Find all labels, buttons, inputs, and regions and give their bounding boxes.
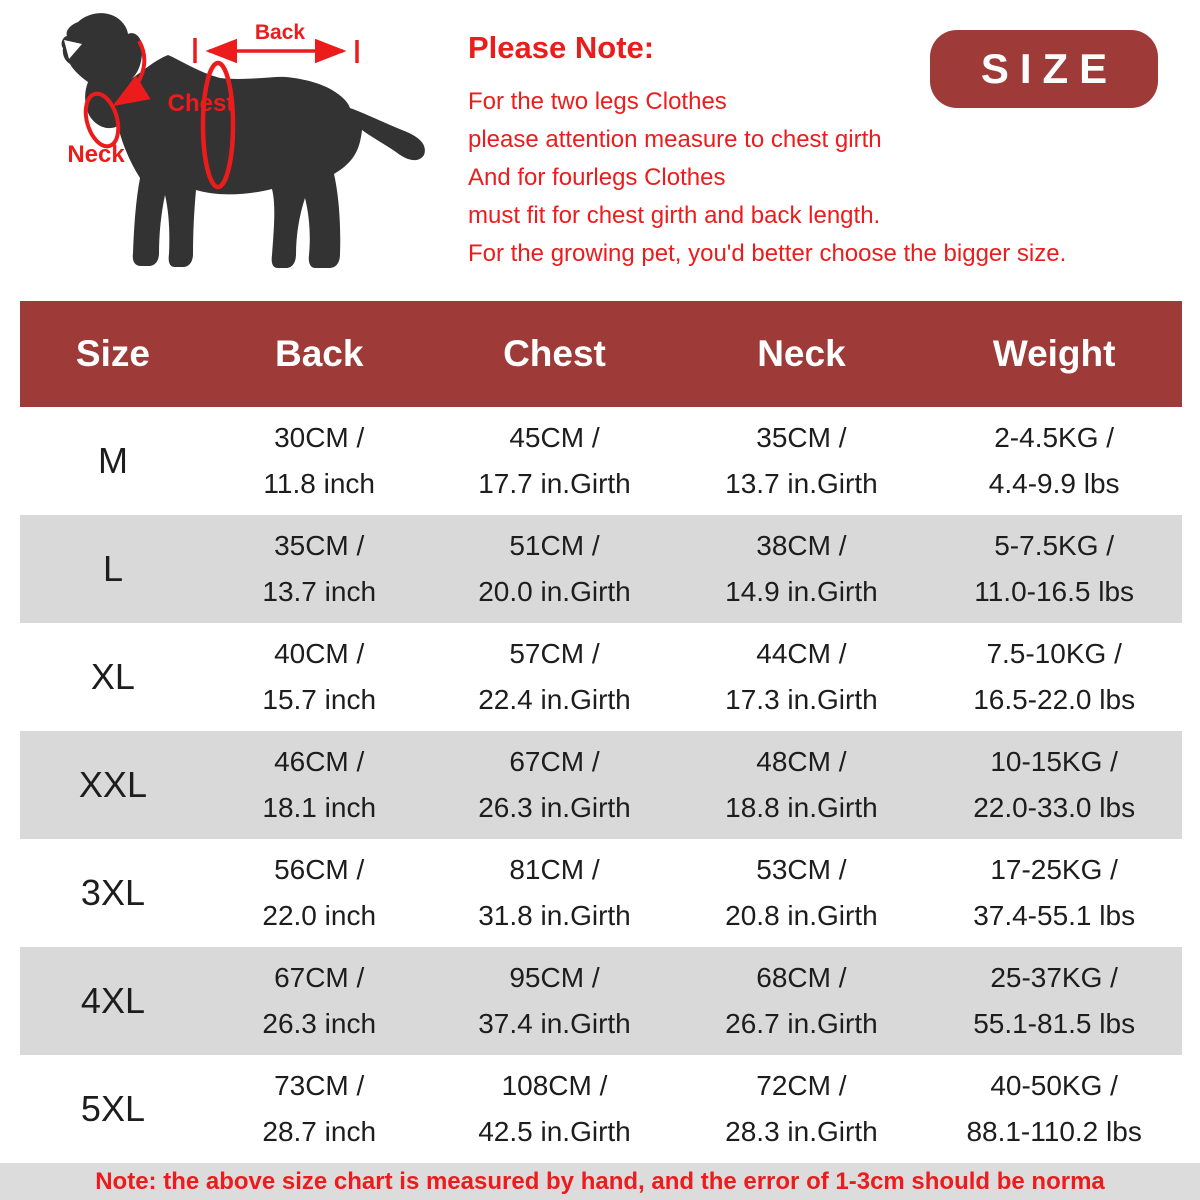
size-label: XXL	[78, 764, 147, 805]
cell-line: 13.7 inch	[262, 576, 377, 607]
cell-line: 37.4 in.Girth	[478, 1008, 631, 1039]
header-back: Back	[274, 333, 364, 374]
footer-note: Note: the above size chart is measured by hand, and the error of 1-3cm should be norma	[95, 1167, 1105, 1195]
neck-cell	[677, 523, 927, 615]
header-neck: Neck	[757, 333, 846, 374]
cell-line: 17-25KG /	[990, 854, 1118, 885]
size-cell	[20, 1088, 206, 1130]
cell-line: 55.1-81.5 lbs	[973, 1008, 1136, 1039]
cell-line: 25-37KG /	[990, 962, 1118, 993]
chest-cell	[432, 955, 676, 1047]
chest-label: Chest	[167, 90, 235, 117]
header-size: Size	[75, 333, 150, 374]
size-label: L	[102, 548, 123, 589]
cell-line: 95CM /	[509, 962, 600, 993]
cell-line: 18.1 inch	[262, 792, 377, 823]
cell-line: 51CM /	[509, 530, 600, 561]
cell-line: 48CM /	[756, 746, 847, 777]
cell-line: 73CM /	[274, 1070, 365, 1101]
table-row	[20, 1055, 1182, 1163]
note-line: please attention measure to chest girth	[468, 126, 882, 153]
weight-cell	[926, 523, 1182, 615]
chest-cell	[432, 523, 676, 615]
cell-line: 67CM /	[274, 962, 365, 993]
cell-line: 31.8 in.Girth	[478, 900, 631, 931]
size-cell	[20, 656, 206, 698]
back-cell	[206, 955, 433, 1047]
cell-line: 14.9 in.Girth	[725, 576, 878, 607]
chest-cell	[432, 739, 676, 831]
size-cell	[20, 764, 206, 806]
cell-line: 10-15KG /	[990, 746, 1118, 777]
cell-line: 38CM /	[756, 530, 847, 561]
table-row	[20, 515, 1182, 623]
cell-line: 17.7 in.Girth	[478, 468, 631, 499]
cell-line: 40CM /	[274, 638, 365, 669]
table-row	[20, 623, 1182, 731]
back-label: Back	[254, 21, 306, 44]
table-row	[20, 407, 1182, 515]
cell-line: 56CM /	[274, 854, 365, 885]
table-row	[20, 947, 1182, 1055]
back-cell	[206, 523, 433, 615]
back-cell	[206, 847, 433, 939]
cell-line: 11.8 inch	[263, 468, 375, 499]
cell-line: 46CM /	[274, 746, 365, 777]
size-cell	[20, 872, 206, 914]
cell-line: 20.0 in.Girth	[478, 576, 631, 607]
cell-line: 20.8 in.Girth	[725, 900, 878, 931]
chest-cell	[432, 631, 676, 723]
note-line: must fit for chest girth and back length.	[468, 202, 881, 229]
cell-line: 88.1-110.2 lbs	[966, 1116, 1142, 1147]
back-cell	[206, 739, 433, 831]
back-cell	[206, 1063, 433, 1155]
size-cell	[20, 980, 206, 1022]
weight-cell	[926, 415, 1182, 507]
cell-line: 44CM /	[756, 638, 847, 669]
neck-cell	[677, 847, 927, 939]
size-label: M	[97, 440, 128, 481]
cell-line: 68CM /	[756, 962, 847, 993]
cell-line: 81CM /	[509, 854, 600, 885]
cell-line: 40-50KG /	[990, 1070, 1118, 1101]
neck-label: Neck	[67, 141, 125, 168]
cell-line: 15.7 inch	[262, 684, 377, 715]
cell-line: 28.3 in.Girth	[725, 1116, 878, 1147]
note-line: For the growing pet, you'd better choose the bigger size.	[468, 240, 1067, 267]
note-line: And for fourlegs Clothes	[468, 164, 726, 191]
neck-cell	[677, 1063, 927, 1155]
weight-cell	[926, 631, 1182, 723]
cell-line: 16.5-22.0 lbs	[973, 684, 1136, 715]
cell-line: 11.0-16.5 lbs	[974, 576, 1135, 607]
cell-line: 45CM /	[509, 422, 600, 453]
cell-line: 35CM /	[756, 422, 847, 453]
weight-cell	[926, 955, 1182, 1047]
header-chest: Chest	[503, 333, 606, 374]
cell-line: 53CM /	[756, 854, 847, 885]
note-title: Please Note:	[468, 30, 655, 65]
neck-cell	[677, 415, 927, 507]
size-label: 3XL	[80, 872, 145, 913]
table-row	[20, 839, 1182, 947]
note-line: For the two legs Clothes	[468, 88, 727, 115]
cell-line: 37.4-55.1 lbs	[973, 900, 1136, 931]
cell-line: 26.7 in.Girth	[725, 1008, 878, 1039]
cell-line: 2-4.5KG /	[994, 422, 1115, 453]
neck-cell	[677, 955, 927, 1047]
cell-line: 4.4-9.9 lbs	[988, 468, 1120, 499]
size-label: 4XL	[80, 980, 145, 1021]
cell-line: 72CM /	[756, 1070, 847, 1101]
cell-line: 22.0 inch	[262, 900, 377, 931]
weight-cell	[926, 739, 1182, 831]
cell-line: 7.5-10KG /	[986, 638, 1122, 669]
back-cell	[206, 631, 433, 723]
cell-line: 35CM /	[274, 530, 365, 561]
cell-line: 26.3 in.Girth	[478, 792, 631, 823]
cell-line: 67CM /	[509, 746, 600, 777]
size-label: 5XL	[80, 1088, 145, 1129]
size-label: XL	[90, 656, 135, 697]
cell-line: 30CM /	[274, 422, 365, 453]
size-cell	[20, 548, 206, 590]
cell-line: 108CM /	[501, 1070, 608, 1101]
size-badge: SIZE	[930, 30, 1158, 108]
cell-line: 28.7 inch	[262, 1116, 377, 1147]
table-row	[20, 731, 1182, 839]
cell-line: 17.3 in.Girth	[725, 684, 878, 715]
footer-note-bar	[0, 1163, 1200, 1200]
neck-cell	[677, 739, 927, 831]
weight-cell	[926, 847, 1182, 939]
size-table	[20, 301, 1182, 1163]
header-weight: Weight	[992, 333, 1116, 374]
chest-cell	[432, 847, 676, 939]
cell-line: 57CM /	[509, 638, 600, 669]
cell-line: 13.7 in.Girth	[725, 468, 878, 499]
cell-line: 5-7.5KG /	[994, 530, 1115, 561]
cell-line: 18.8 in.Girth	[725, 792, 878, 823]
size-cell	[20, 440, 206, 482]
cell-line: 22.0-33.0 lbs	[973, 792, 1136, 823]
dog-measurement-diagram	[20, 0, 440, 290]
chest-cell	[432, 415, 676, 507]
weight-cell	[926, 1063, 1182, 1155]
chest-cell	[432, 1063, 676, 1155]
cell-line: 26.3 inch	[262, 1008, 377, 1039]
back-cell	[206, 415, 433, 507]
cell-line: 42.5 in.Girth	[478, 1116, 631, 1147]
cell-line: 22.4 in.Girth	[478, 684, 631, 715]
table-header-row	[20, 301, 1182, 407]
neck-cell	[677, 631, 927, 723]
